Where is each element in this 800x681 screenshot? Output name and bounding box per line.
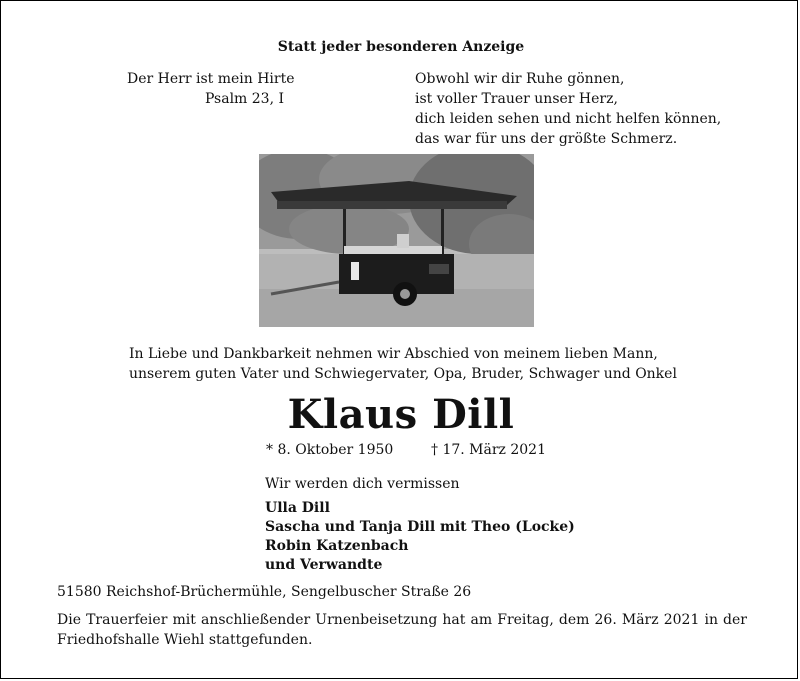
poem-verse xyxy=(415,69,721,149)
poem-line-2: ist voller Trauer unser Herz, xyxy=(415,91,618,107)
address: 51580 Reichshof-Brüchermühle, Sengelbuscher Straße 26 xyxy=(57,584,472,600)
header-notice: Statt jeder besonderen Anzeige xyxy=(277,39,525,55)
psalm-verse xyxy=(127,69,295,109)
mourners-list xyxy=(265,499,575,575)
funeral-info: Die Trauerfeier mit anschließender Urnenbeisetzung hat am Freitag, dem 26. März 2021 in der Friedhofshalle Wiehl stattgefunden. xyxy=(57,612,747,648)
poem-line-3: dich leiden sehen und nicht helfen können, xyxy=(415,111,722,127)
psalm-reference: Psalm 23, I xyxy=(205,91,285,107)
death-date: † 17. März 2021 xyxy=(431,442,546,458)
intro-text xyxy=(129,344,677,384)
miss-line: Wir werden dich vermissen xyxy=(265,476,460,492)
mourner-1: Ulla Dill xyxy=(265,500,330,516)
intro-line-1: In Liebe und Dankbarkeit nehmen wir Abschied von meinem lieben Mann, xyxy=(129,346,658,362)
deceased-name: Klaus Dill xyxy=(287,391,515,438)
poem-line-4: das war für uns der größte Schmerz. xyxy=(415,131,678,147)
birth-date: * 8. Oktober 1950 xyxy=(266,442,394,458)
intro-line-2: unserem guten Vater und Schwiegervater, Opa, Bruder, Schwager und Onkel xyxy=(129,366,677,382)
psalm-line: Der Herr ist mein Hirte xyxy=(127,71,295,87)
mourner-3: Robin Katzenbach xyxy=(265,538,409,554)
poem-line-1: Obwohl wir dir Ruhe gönnen, xyxy=(415,71,625,87)
mourner-2: Sascha und Tanja Dill mit Theo (Locke) xyxy=(265,519,575,535)
mourner-4: und Verwandte xyxy=(265,557,383,573)
trailer-photo xyxy=(259,154,534,327)
